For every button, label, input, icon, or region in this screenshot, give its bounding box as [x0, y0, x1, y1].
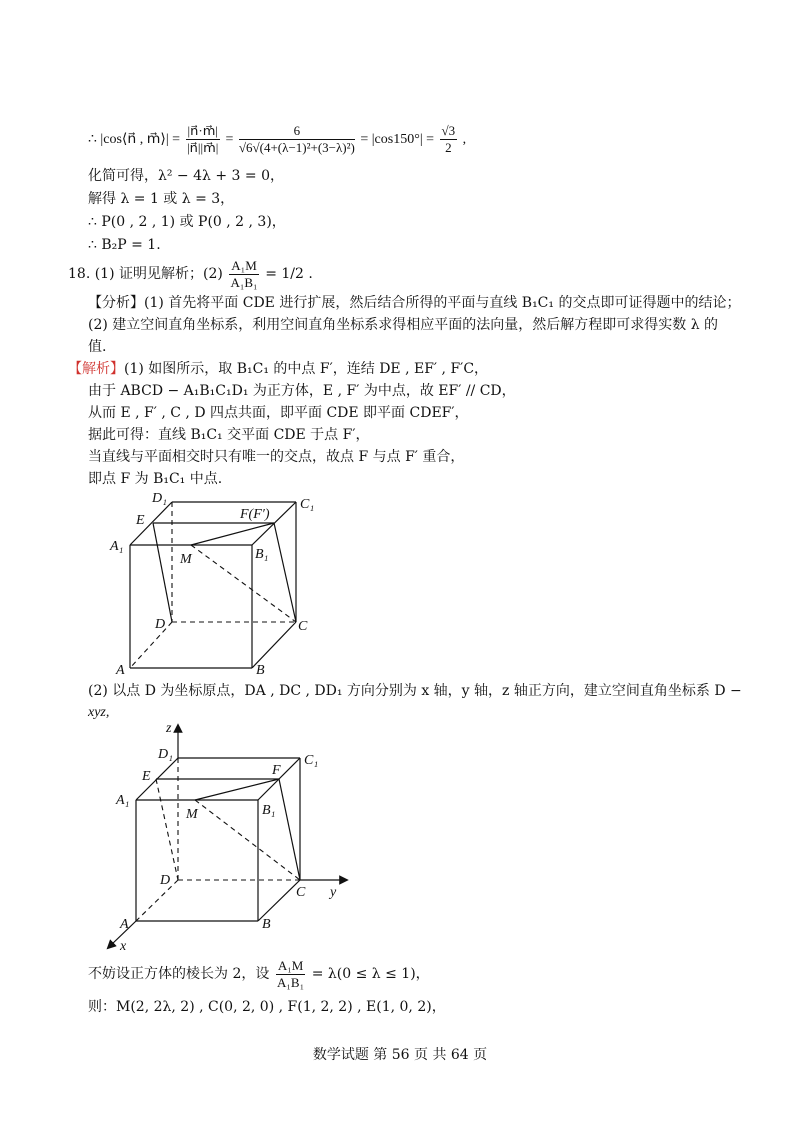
analysis-text-1: (1) 首先将平面 CDE 进行扩展，然后结合所得的平面与直线 B₁C₁ 的交点即可证得题中的结论；	[144, 295, 741, 311]
step-distance: ∴ B₂P = 1.	[88, 237, 161, 253]
fraction-denominator: A₁B₁	[230, 274, 258, 290]
label-M: M	[180, 552, 192, 567]
solution-line-2: 由于 ABCD − A₁B₁C₁D₁ 为正方体，E , F′ 为中点，故 EF′ // CD，	[88, 383, 516, 399]
q18-suffix: = 1/2 .	[265, 266, 313, 282]
label-z: z	[166, 721, 172, 736]
fraction-root3-over-2	[440, 123, 458, 156]
q18-prefix: 18. (1) 证明见解析；(2)	[68, 266, 223, 282]
label-A1: A₁	[116, 793, 130, 808]
label-B1: B₁	[255, 547, 269, 562]
cosine-equation	[88, 120, 466, 160]
fraction-numerator: √3	[441, 123, 456, 139]
fraction-denominator: 2	[445, 140, 452, 156]
solution-tag: 【解析】	[68, 361, 124, 377]
fraction-denominator: √6√(4+(λ−1)²+(3−λ)²)	[238, 140, 355, 156]
fraction-numerator: A₁M	[231, 257, 257, 273]
label-B1: B₁	[262, 803, 276, 818]
part2-line-1: (2) 以点 D 为坐标原点，DA , DC , DD₁ 方向分别为 x 轴，y 轴，z 轴正方向，建立空间直角坐标系 D −	[88, 683, 742, 699]
fraction-denominator: A₁B₁	[276, 974, 305, 990]
analysis-line-3: 值.	[88, 339, 107, 355]
q18-fraction	[229, 258, 258, 291]
label-A: A	[120, 917, 129, 932]
label-E: E	[142, 769, 151, 784]
therefore-symbol: ∴	[88, 132, 97, 147]
label-C1: C₁	[300, 497, 315, 512]
page-footer: 数学试题 第 56 页 共 64 页	[312, 1047, 488, 1063]
equals-cos150: = |cos150°| =	[360, 132, 435, 147]
fraction-numerator: A₁M	[277, 957, 304, 973]
step-simplify: 化简可得，λ² − 4λ + 3 = 0，	[88, 168, 284, 184]
fraction-denominator: |n⃗||m⃗|	[187, 140, 219, 156]
label-C1: C₁	[304, 753, 319, 768]
assumption-suffix: = λ(0 ≤ λ ≤ 1)，	[311, 966, 430, 982]
label-B: B	[262, 917, 271, 932]
coord-system-name: xyz,	[88, 705, 110, 720]
label-M: M	[186, 807, 198, 822]
equation-comma: ,	[462, 132, 467, 147]
label-C: C	[296, 885, 306, 900]
solution-line-5: 当直线与平面相交时只有唯一的交点，故点 F 与点 F′ 重合，	[88, 449, 465, 465]
cube-figure-2	[90, 718, 360, 958]
label-A: A	[116, 663, 125, 678]
analysis-tag: 【分析】	[88, 295, 144, 311]
label-F: F	[272, 763, 281, 778]
equals-2: =	[225, 132, 234, 147]
fraction-numerator: |n⃗·m⃗|	[187, 123, 218, 139]
label-D1: D₁	[158, 747, 173, 762]
fraction-numerator: 6	[239, 123, 355, 140]
assumption-prefix: 不妨设正方体的棱长为 2，设	[88, 966, 270, 982]
assumption-fraction	[276, 958, 305, 991]
fraction-dot-over-norms	[186, 123, 220, 156]
solution-line-3: 从而 E , F′ , C , D 四点共面，即平面 CDE 即平面 CDEF′，	[88, 405, 469, 421]
fraction-six-over-root	[239, 123, 355, 156]
label-B: B	[256, 663, 265, 678]
label-x: x	[120, 939, 127, 954]
assumption-line	[88, 956, 430, 992]
label-F: F(F′)	[240, 507, 270, 522]
label-D1: D₁	[152, 491, 167, 506]
equals-1: =	[172, 132, 181, 147]
label-D: D	[160, 873, 171, 888]
label-C: C	[298, 619, 308, 634]
cube-figure-1	[100, 488, 340, 678]
label-y: y	[330, 885, 337, 900]
q18-answer	[68, 256, 313, 292]
cos-abs: |cos⟨n⃗ , m⃗⟩|	[100, 132, 169, 147]
solution-line-4: 据此可得：直线 B₁C₁ 交平面 CDE 于点 F′，	[88, 427, 370, 443]
solution-text-1: (1) 如图所示，取 B₁C₁ 的中点 F′，连结 DE , EF′ , F′C，	[124, 361, 489, 377]
step-solve: 解得 λ = 1 或 λ = 3，	[88, 191, 235, 207]
solution-line-6: 即点 F 为 B₁C₁ 中点.	[88, 471, 223, 487]
label-E: E	[136, 513, 145, 528]
coordinates-line: 则：M(2, 2λ, 2) , C(0, 2, 0) , F(1, 2, 2) , E(1, 0, 2)，	[88, 999, 446, 1015]
analysis-line-1	[88, 292, 740, 314]
analysis-line-2: (2) 建立空间直角坐标系，利用空间直角坐标系求得相应平面的法向量，然后解方程即可求得实数 λ 的	[88, 317, 719, 333]
label-D: D	[155, 617, 166, 632]
step-points: ∴ P(0 , 2 , 1) 或 P(0 , 2 , 3)，	[88, 214, 286, 230]
label-A1: A₁	[110, 539, 124, 554]
solution-line-1	[68, 358, 488, 380]
